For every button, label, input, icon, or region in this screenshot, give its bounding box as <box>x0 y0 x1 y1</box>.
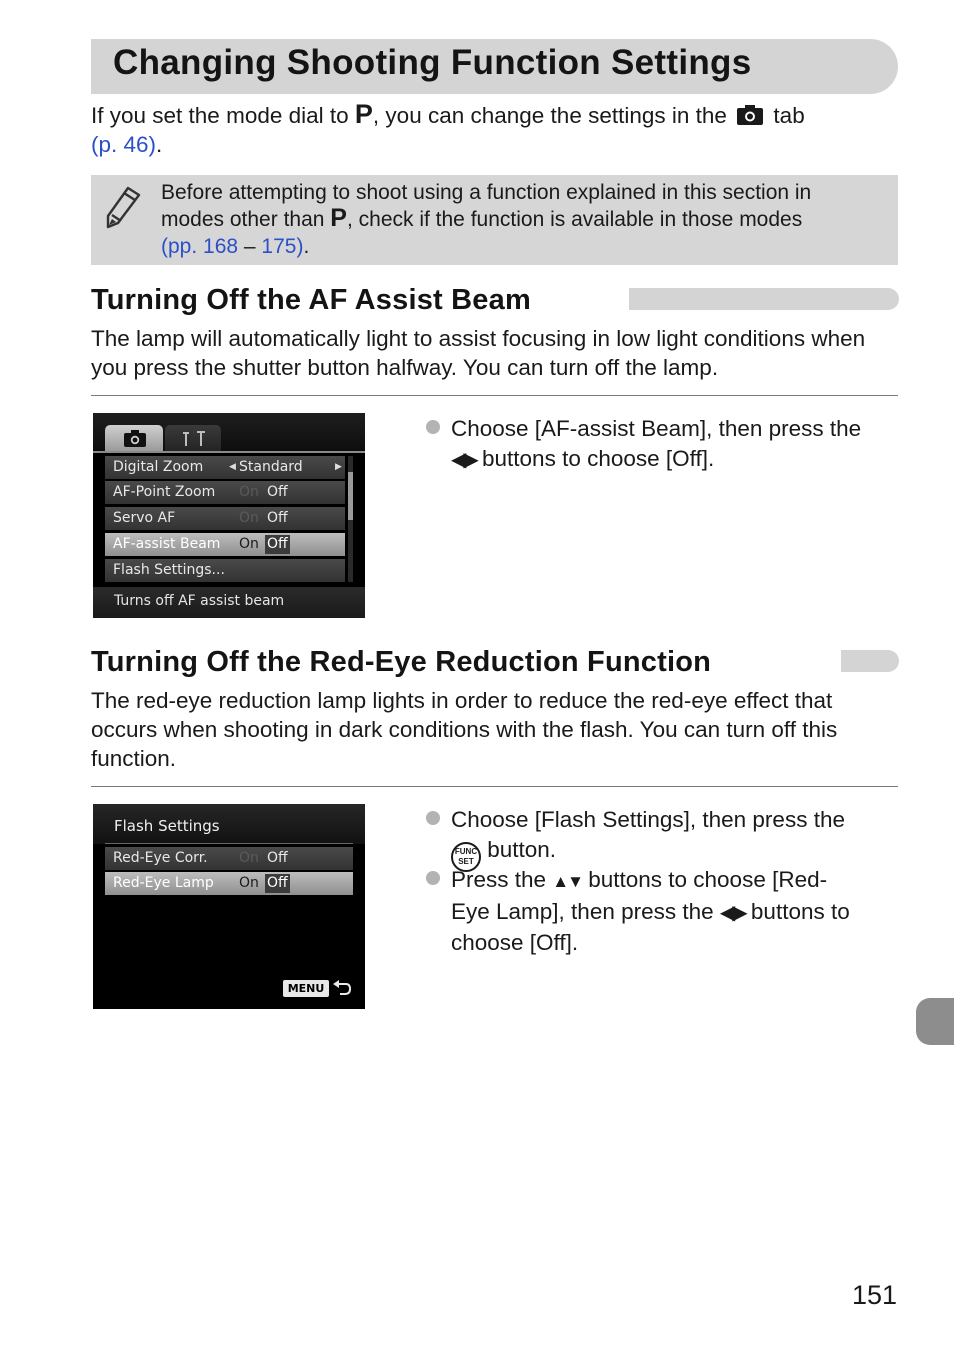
menu-on-option: On <box>239 484 259 500</box>
scrollbar-track[interactable] <box>348 456 353 582</box>
pencil-icon <box>104 185 142 229</box>
heading-bar <box>841 650 899 672</box>
page-title: Changing Shooting Function Settings <box>113 43 752 82</box>
bullet-icon <box>426 871 440 885</box>
step-line-2: button. <box>481 837 557 862</box>
note-dash: – <box>238 235 262 258</box>
intro-end: . <box>156 132 163 157</box>
screen-title: Flash Settings <box>114 817 220 835</box>
step-line-2b: buttons to <box>744 899 850 924</box>
intro-text-2: , you can change the settings in the <box>372 103 734 128</box>
step-line-3: choose [Off]. <box>451 930 579 955</box>
menu-label: AF-assist Beam <box>113 536 221 552</box>
menu-row-af-assist-beam[interactable] <box>105 533 345 556</box>
help-text: Turns off AF assist beam <box>114 593 285 609</box>
menu-row-red-eye-lamp[interactable] <box>105 872 353 895</box>
intro-paragraph <box>91 101 901 159</box>
tab-shooting[interactable] <box>105 425 163 451</box>
menu-on-option: On <box>239 850 259 866</box>
menu-row-red-eye-corr[interactable] <box>105 847 353 870</box>
set-label: SET <box>458 857 474 866</box>
menu-label: Red-Eye Corr. <box>113 850 208 866</box>
note-line-2a: modes other than <box>161 208 331 231</box>
menu-label: Servo AF <box>113 510 176 526</box>
bullet-icon <box>426 420 440 434</box>
right-arrow-icon: ▶ <box>335 462 342 472</box>
header-line <box>105 843 353 844</box>
chapter-tab <box>916 998 954 1045</box>
section1-step <box>451 414 901 475</box>
program-mode-icon: P <box>330 204 347 232</box>
left-right-arrows-icon: ◀▶ <box>719 902 745 924</box>
func-label: FUNC <box>454 847 478 856</box>
menu-label: AF-Point Zoom <box>113 484 216 500</box>
camera-icon <box>123 429 147 448</box>
note-line-1: Before attempting to shoot using a function explained in this section in <box>161 181 812 204</box>
camera-screen-flash-settings <box>93 804 365 1009</box>
left-right-arrows-icon: ◀▶ <box>451 449 476 471</box>
page-number: 151 <box>852 1280 898 1310</box>
tab-setup[interactable] <box>165 425 221 451</box>
step-line-2: buttons to choose [Off]. <box>475 446 715 471</box>
section-heading-red-eye: Turning Off the Red-Eye Reduction Function <box>91 646 712 678</box>
step-line-1: Choose [Flash Settings], then press the <box>451 807 845 832</box>
menu-value-selected: Off <box>267 875 288 891</box>
page-link-168[interactable]: (pp. 168 <box>161 235 239 258</box>
camera-screen-af-assist <box>93 413 365 618</box>
section2-step-1 <box>451 805 901 872</box>
menu-row-af-point-zoom[interactable] <box>105 481 345 504</box>
note-line-2b: , check if the function is available in those modes <box>346 208 803 231</box>
help-bar <box>93 587 365 618</box>
section2-step-2 <box>451 865 901 958</box>
step-line-1a: Press the <box>451 867 553 892</box>
menu-label: Digital Zoom <box>113 459 204 475</box>
step-line-2a: Eye Lamp], then press the <box>451 899 720 924</box>
note-end: . <box>303 235 310 258</box>
divider <box>91 786 898 787</box>
step-line-1b: buttons to choose [Red- <box>581 867 828 892</box>
menu-row-digital-zoom[interactable] <box>105 456 345 479</box>
menu-label: Red-Eye Lamp <box>113 875 214 891</box>
menu-row-flash-settings[interactable] <box>105 559 345 582</box>
menu-value: Standard <box>239 459 303 475</box>
menu-on-option: On <box>239 536 259 552</box>
up-down-arrows-icon: ▲▼ <box>552 872 582 891</box>
menu-value: Off <box>267 510 288 526</box>
menu-label: Flash Settings... <box>113 562 225 578</box>
screen-header <box>93 804 365 844</box>
bullet-icon <box>426 811 440 825</box>
menu-button-icon[interactable]: MENU <box>283 980 329 997</box>
return-icon <box>332 980 352 998</box>
note-text <box>161 179 881 260</box>
section1-body: The lamp will automatically light to assist focusing in low light conditions when you press the shutter button halfway. You can turn off the lamp. <box>91 326 866 380</box>
scrollbar-thumb[interactable] <box>348 472 353 520</box>
intro-text-1: If you set the mode dial to <box>91 103 355 128</box>
left-arrow-icon: ◀ <box>229 462 236 472</box>
divider <box>91 395 898 396</box>
step-line-1: Choose [AF-assist Beam], then press the <box>451 416 862 441</box>
menu-on-option: On <box>239 875 259 891</box>
tab-underline <box>93 451 365 453</box>
menu-row-servo-af[interactable] <box>105 507 345 530</box>
section-heading-af-assist: Turning Off the AF Assist Beam <box>91 284 531 316</box>
program-mode-icon: P <box>354 99 373 129</box>
menu-value-selected: Off <box>267 536 288 552</box>
heading-bar <box>629 288 899 310</box>
page-link-175[interactable]: 175) <box>261 235 304 258</box>
camera-icon <box>736 104 764 126</box>
section2-body: The red-eye reduction lamp lights in order to reduce the red-eye effect that occurs when shooting in dark conditions with the flash. You can turn off this function. <box>91 688 838 771</box>
wrench-icon <box>182 430 206 448</box>
menu-value: Off <box>267 850 288 866</box>
menu-on-option: On <box>239 510 259 526</box>
menu-value: Off <box>267 484 288 500</box>
page-link-46[interactable]: (p. 46) <box>91 132 157 157</box>
intro-text-3: tab <box>767 103 805 128</box>
